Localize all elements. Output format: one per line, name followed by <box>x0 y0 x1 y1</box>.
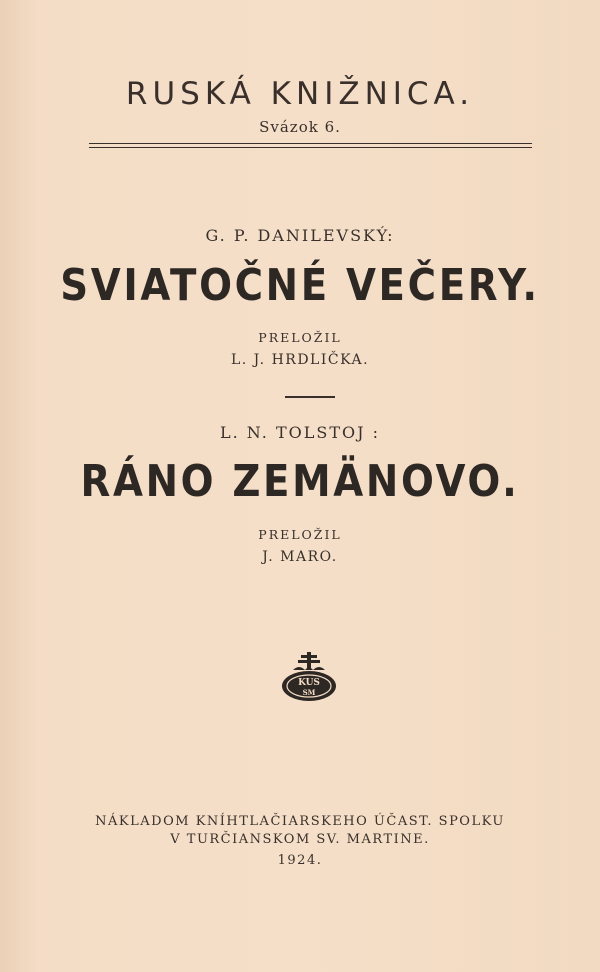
work-2-translated-label: PRELOŽIL <box>258 527 342 542</box>
work-1-author: G. P. DANILEVSKÝ: <box>205 226 395 245</box>
imprint-place: V TURČIANSKOM SV. MARTINE. <box>170 832 430 847</box>
imprint-publisher: NÁKLADOM KNÍHTLAČIARSKEHO ÚČAST. SPOLKU <box>95 814 505 829</box>
work-2-author: L. N. TOLSTOJ : <box>220 423 380 442</box>
series-volume: Svázok 6. <box>259 118 341 136</box>
section-divider <box>285 396 335 398</box>
work-1-translator: L. J. HRDLIČKA. <box>230 352 370 368</box>
svg-text:SM: SM <box>302 688 316 697</box>
double-rule-divider <box>89 143 532 148</box>
svg-text:KUS: KUS <box>298 678 320 688</box>
work-2-title: RÁNO ZEMÄNOVO. <box>80 456 520 507</box>
publisher-emblem-icon <box>279 652 339 704</box>
work-2-translator: J. MARO. <box>262 549 338 565</box>
series-title: RUSKÁ KNIŽNICA. <box>125 76 475 112</box>
work-1-title: SVIATOČNÉ VEČERY. <box>60 260 540 311</box>
work-1-translated-label: PRELOŽIL <box>258 330 342 345</box>
imprint-year: 1924. <box>277 853 323 868</box>
